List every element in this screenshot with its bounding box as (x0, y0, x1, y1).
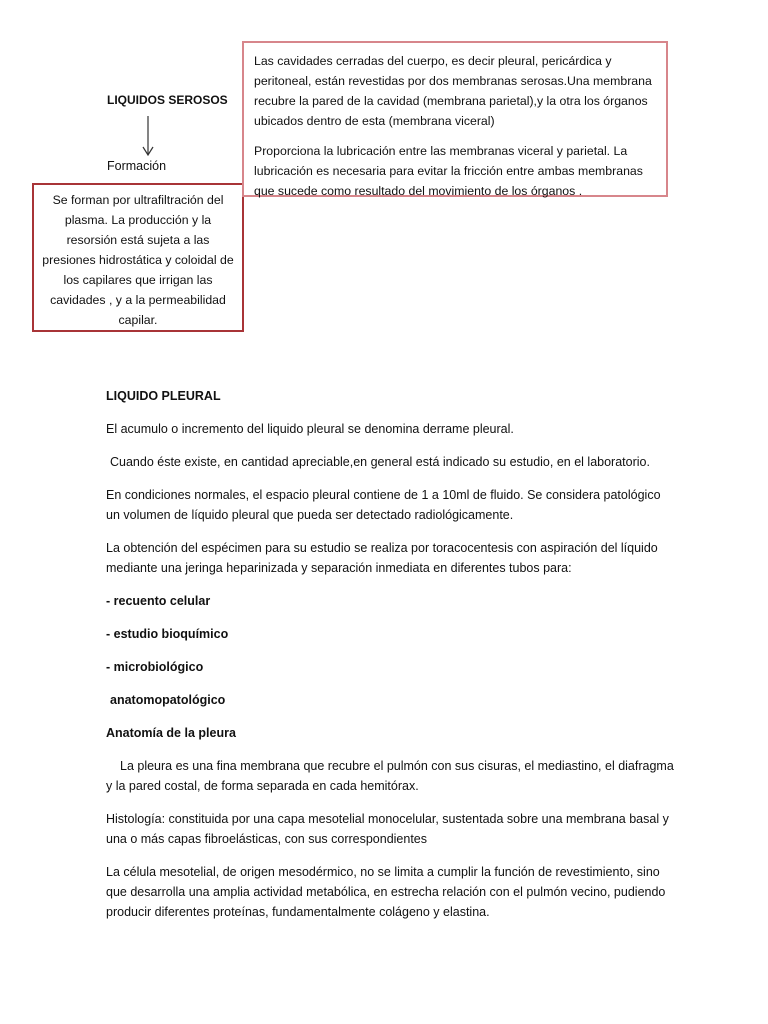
anatomy-heading: Anatomía de la pleura (106, 726, 236, 740)
diagram-title: LIQUIDOS SEROSOS (107, 93, 228, 107)
description-paragraph-1: Las cavidades cerradas del cuerpo, es decir pleural, pericárdica y peritoneal, están revestidas por dos membranas serosas.Una membrana recubre la pared de la cavidad (membrana parietal),y la otra los órganos ubicados dentro de esta (membrana viceral) (254, 54, 652, 128)
formacion-box (32, 183, 244, 332)
paragraph-derrame: El acumulo o incremento del liquido pleural se denomina derrame pleural. (106, 422, 514, 436)
paragraph-pleura (106, 756, 676, 796)
list-item: - recuento celular (106, 594, 211, 608)
paragraph-estudio: Cuando éste existe, en cantidad apreciable,en general está indicado su estudio, en el laboratorio. (110, 455, 650, 469)
paragraph-mesotelial: La célula mesotelial, de origen mesodérmico, no se limita a cumplir la función de revestimiento, sino que desarrolla una amplia actividad metabólica, en estrecha relación con el pulmón vecino, pudiendo producir diferentes proteínas, fundamentalmente colágeno y elastina. (106, 865, 666, 919)
paragraph-obtencion: La obtención del espécimen para su estudio se realiza por toracocentesis con aspiración del líquido mediante una jeringa heparinizada y separación inmediata en diferentes tubos para: (106, 541, 658, 575)
paragraph-condiciones: En condiciones normales, el espacio pleural contiene de 1 a 10ml de fluido. Se considera patológico un volumen de líquido pleural que pueda ser detectado radiológicamente. (106, 488, 661, 522)
section-heading: LIQUIDO PLEURAL (106, 389, 221, 403)
main-text (106, 386, 676, 935)
paragraph-pleura-text: La pleura es una fina membrana que recubre el pulmón con sus cisuras, el mediastino, el diafragma y la pared costal, de forma separada en cada hemitórax. (106, 759, 674, 793)
list-item: anatomopatológico (110, 693, 226, 707)
list-item: - microbiológico (106, 660, 204, 674)
paragraph-histologia: Histología: constituida por una capa mesotelial monocelular, sustentada sobre una membrana basal y una o más capas fibroelásticas, con sus correspondientes (106, 812, 669, 846)
list-item: - estudio bioquímico (106, 627, 229, 641)
formacion-label: Formación (107, 159, 167, 173)
formacion-box-text: Se forman por ultrafiltración del plasma. La producción y la resorsión está sujeta a las presiones hidrostática y coloidal de los capilares que irrigan las cavidades , y a la permeabilidad capilar. (42, 193, 234, 327)
down-arrow-icon (139, 114, 157, 160)
description-paragraph-2: Proporciona la lubricación entre las membranas viceral y parietal. La lubricación es necesaria para evitar la fricción entre ambas membranas que sucede como resultado del movimiento de los órganos . (254, 144, 643, 198)
description-box (242, 41, 668, 197)
